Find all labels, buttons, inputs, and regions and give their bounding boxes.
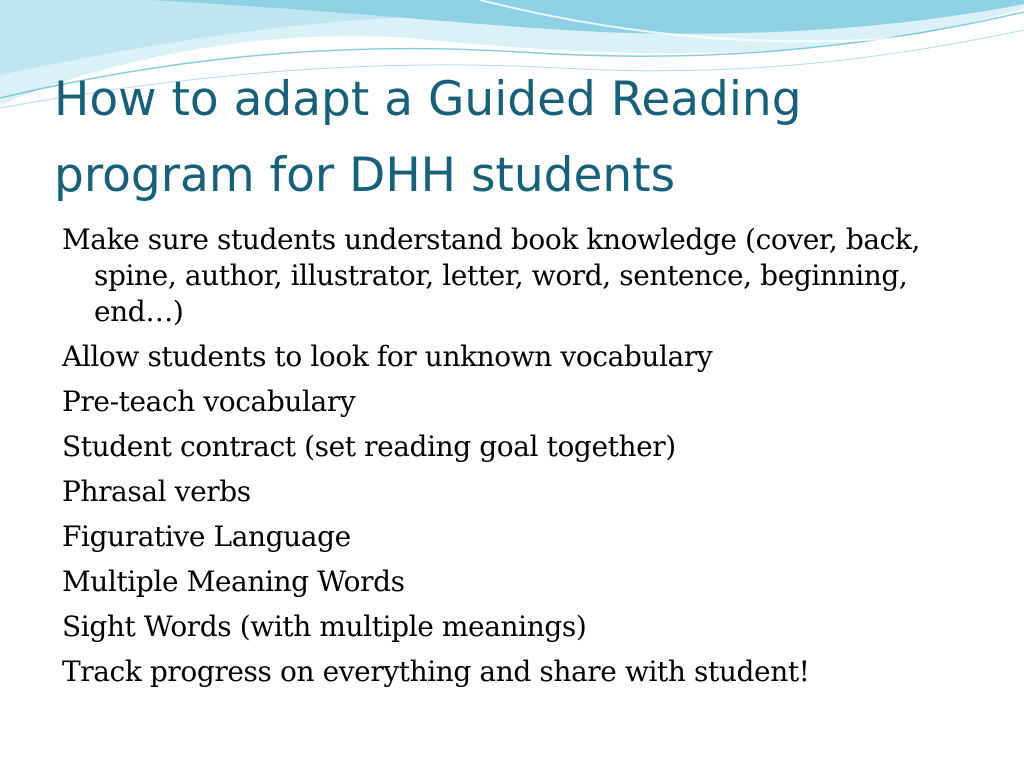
bullet-item: Sight Words (with multiple meanings) — [62, 610, 587, 643]
bullet-item: Figurative Language — [62, 520, 351, 553]
bullet-item: Phrasal verbs — [62, 475, 251, 508]
bullet-item: Multiple Meaning Words — [62, 565, 405, 598]
slide-title — [54, 62, 984, 214]
bullet-item: Student contract (set reading goal together) — [62, 430, 676, 463]
bullet-item: Pre-teach vocabulary — [62, 385, 356, 418]
bullet-item: Track progress on everything and share with student! — [62, 655, 810, 688]
title-line-1: How to adapt a Guided Reading — [54, 72, 802, 127]
title-line-2: program for DHH students — [54, 148, 676, 203]
bullet-item: Allow students to look for unknown vocabulary — [62, 340, 713, 373]
bullet-item: Make sure students understand book knowledge (cover, back, spine, author, illustrator, letter, word, sentence, beginning, end…) — [62, 223, 920, 328]
bullet-list — [62, 222, 962, 699]
